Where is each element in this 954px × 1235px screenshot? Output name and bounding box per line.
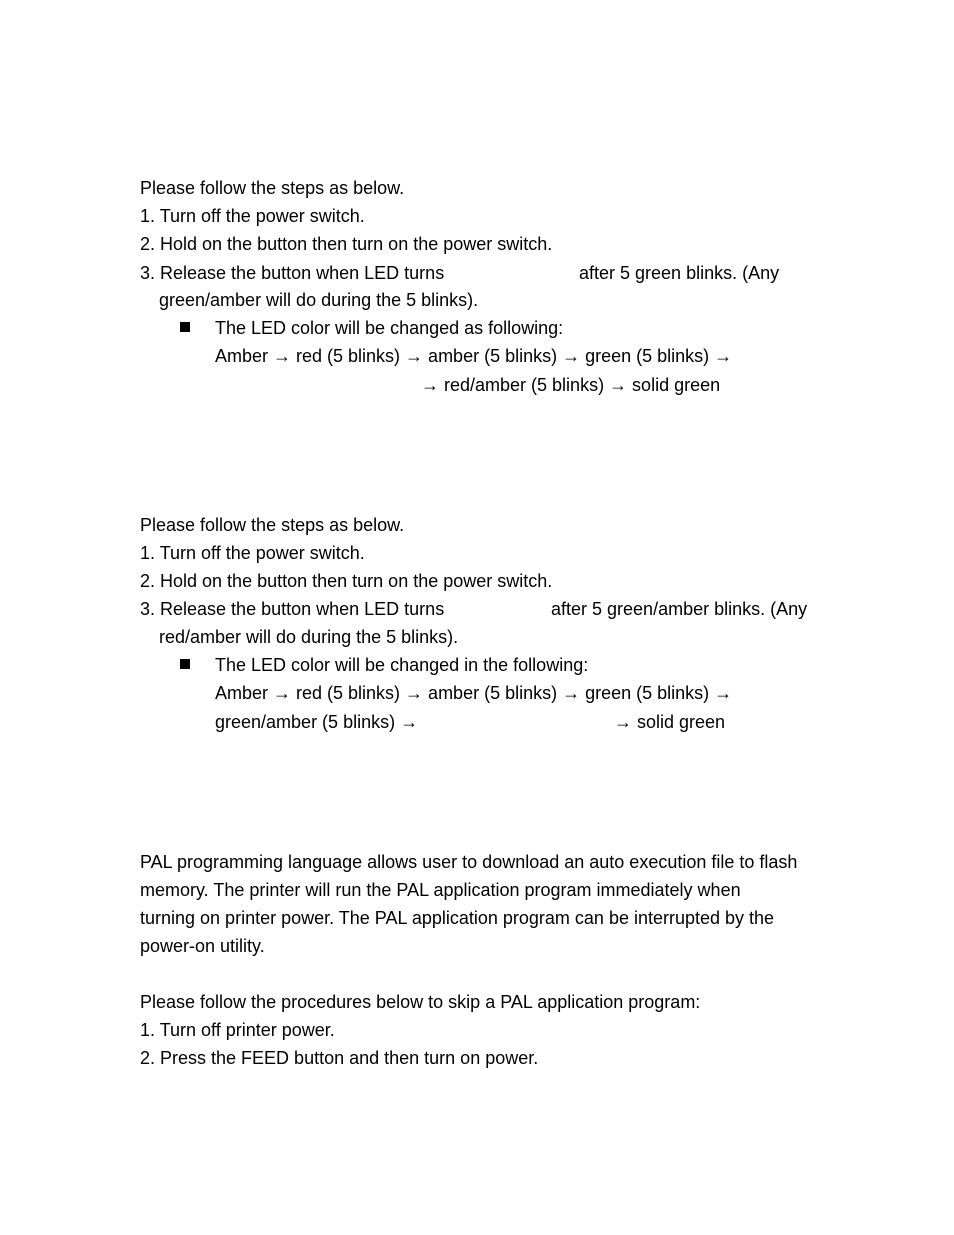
section1-step2: 2. Hold on the button then turn on the power switch. <box>140 234 553 254</box>
square-bullet-icon <box>180 322 190 332</box>
section2-led-sequence-line1: Amber → red (5 blinks) → amber (5 blinks) → green (5 blinks) → <box>215 683 733 703</box>
section2-step1: 1. Turn off the power switch. <box>140 543 365 563</box>
section1-step3-continued: green/amber will do during the 5 blinks). <box>159 290 479 310</box>
section1-led-sequence-line1: Amber → red (5 blinks) → amber (5 blinks) → green (5 blinks) → <box>215 346 733 366</box>
section3-paragraph-line4: power-on utility. <box>140 936 265 956</box>
section1-led-sequence-line2: → red/amber (5 blinks) → solid green <box>421 375 721 395</box>
section2-step3-start: 3. Release the button when LED turns <box>140 599 445 619</box>
section1-intro: Please follow the steps as below. <box>140 178 405 198</box>
section1-step3-end: after 5 green blinks. (Any <box>579 263 780 283</box>
section3-step2: 2. Press the FEED button and then turn on power. <box>140 1048 539 1068</box>
section2-led-sequence-line2-start: green/amber (5 blinks) → <box>215 712 419 732</box>
section3-intro: Please follow the procedures below to skip a PAL application program: <box>140 992 701 1012</box>
section3-step1: 1. Turn off printer power. <box>140 1020 335 1040</box>
section3-paragraph-line3: turning on printer power. The PAL application program can be interrupted by the <box>140 908 775 928</box>
section2-led-sequence-line2-end: → solid green <box>614 712 726 732</box>
section2-intro: Please follow the steps as below. <box>140 515 405 535</box>
section3-paragraph-line1: PAL programming language allows user to download an auto execution file to flash <box>140 852 798 872</box>
section2-bullet-text: The LED color will be changed in the following: <box>215 655 589 675</box>
section2-step2: 2. Hold on the button then turn on the power switch. <box>140 571 553 591</box>
section2-step3-end: after 5 green/amber blinks. (Any <box>551 599 808 619</box>
square-bullet-icon <box>180 659 190 669</box>
section1-step1: 1. Turn off the power switch. <box>140 206 365 226</box>
section2-step3-continued: red/amber will do during the 5 blinks). <box>159 627 459 647</box>
section1-step3-start: 3. Release the button when LED turns <box>140 263 445 283</box>
section1-bullet-text: The LED color will be changed as following: <box>215 318 564 338</box>
section3-paragraph-line2: memory. The printer will run the PAL application program immediately when <box>140 880 741 900</box>
